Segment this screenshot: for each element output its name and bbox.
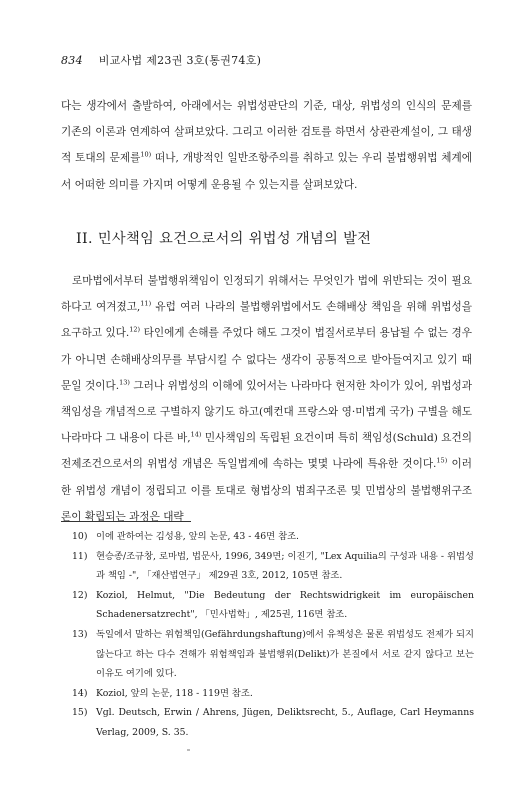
footnote-ref[interactable]: 14) xyxy=(190,430,202,439)
footnote-item xyxy=(72,547,474,586)
footnote-number: 11) xyxy=(72,550,88,562)
footnote-number: 15) xyxy=(72,707,88,719)
paragraph-segment: 로마법에서부터 불법행위책임이 인정되기 위해서는 무엇인가 법에 위반되는 것이 필요하다고 여겨졌고, xyxy=(61,275,472,314)
paragraph-segment: 이러한 위법성 개념이 정립되고 이를 토대로 형법상의 범죄구조론 및 민법상의 불법행위구조론이 확립되는 과정은 대략 xyxy=(61,458,472,523)
footnote-text: 현승종/조규창, 로마법, 법문사, 1996, 349면; 이진기, "Lex Aquilia의 구성과 내용 - 위법성과 책임 -", 「재산법연구」 제29권 3호, 2012, 105면 참조. xyxy=(96,550,474,582)
footnote-text: Vgl. Deutsch, Erwin / Ahrens, Jügen, Deliktsrecht, 5., Auflage, Carl Heymanns Verlag, 2009, S. 35. xyxy=(96,707,474,738)
footnote-text: 이에 관하여는 김성용, 앞의 논문, 43 - 46면 참조. xyxy=(96,531,300,542)
footnote-ref[interactable]: 11) xyxy=(140,299,152,308)
section-paragraph xyxy=(61,268,472,530)
footnote-text: Koziol, 앞의 논문, 118 - 119면 참조. xyxy=(96,687,253,699)
footnote-ref[interactable]: 15) xyxy=(436,456,448,465)
footnote-item xyxy=(72,703,474,742)
footnote-list xyxy=(72,527,474,743)
intro-paragraph-text: 다는 생각에서 출발하여, 아래에서는 위법성판단의 기준, 대상, 위법성의 인식의 문제를 기존의 이론과 연계하여 살펴보았다. 그리고 이러한 검토를 하면서 상관관계설이, 그 태생적 토대의 문제를 xyxy=(61,100,472,165)
journal-name: 비교사법 제23권 3호(통권74호) xyxy=(98,54,262,67)
footnote-divider xyxy=(61,521,191,522)
footnote-item xyxy=(72,684,474,704)
footnote-ref[interactable]: 13) xyxy=(119,378,130,387)
intro-paragraph xyxy=(61,93,472,198)
scan-artifact xyxy=(187,749,190,751)
footnote-number: 12) xyxy=(72,589,88,601)
footnote-ref-10[interactable]: 10) xyxy=(140,150,152,159)
footnote-number: 10) xyxy=(72,531,88,542)
footnote-text: Koziol, Helmut, "Die Bedeutung der Rechtswidrigkeit im europäischen Schadenersatzrecht", 「민사법학」, 제25권, 116면 참조. xyxy=(96,589,474,621)
paragraph-segment: 타인에게 손해를 주었다 해도 그것이 법질서로부터 용납될 수 없는 경우가 아니면 손해배상의무를 부담시킬 수 없다는 생각이 공통적으로 받아들여지고 있기 때문일 것이다. xyxy=(61,327,472,392)
running-head xyxy=(61,52,261,68)
section-title: II. 민사책임 요건으로서의 위법성 개념의 발전 xyxy=(76,231,372,247)
intro-paragraph-end: 떠나, 개방적인 일반조항주의를 취하고 있는 우리 불법행위법 체계에서 어떠한 의미를 가지며 어떻게 운용될 수 있는지를 살펴보았다. xyxy=(61,152,472,191)
footnote-item xyxy=(72,527,474,547)
paragraph-segment: 유럽 여러 나라의 불법행위법에서도 손해배상 책임을 위해 위법성을 요구하고 있다. xyxy=(61,301,472,340)
paragraph-segment: 그러나 위법성의 이해에 있어서는 나라마다 현저한 차이가 있어, 위법성과 책임성을 개념적으로 구별하지 않기도 하고(예컨대 프랑스와 영·미법계 국가) 구별을 해도 나라마다 그 내용이 다른 바, xyxy=(61,379,472,445)
footnote-item xyxy=(72,586,474,625)
footnote-item xyxy=(72,625,474,684)
paragraph-segment: 민사책임의 독립된 요건이며 특히 책임성(Schuld) 요건의 전제조건으로서의 위법성 개념은 독일법계에 속하는 몇몇 나라에 특유한 것이다. xyxy=(61,432,472,471)
footnote-ref[interactable]: 12) xyxy=(129,325,141,334)
footnote-number: 14) xyxy=(72,687,88,699)
footnote-number: 13) xyxy=(72,628,88,640)
page-number: 834 xyxy=(61,54,83,67)
footnote-text: 독일에서 말하는 위험책임(Gefährdungshaftung)에서 유책성은 물론 위법성도 전제가 되지 않는다고 하는 다수 견해가 위험책임과 불법행위(Delikt)가 본질에서 서로 같지 않다고 보는 이유도 여기에 있다. xyxy=(96,628,474,680)
